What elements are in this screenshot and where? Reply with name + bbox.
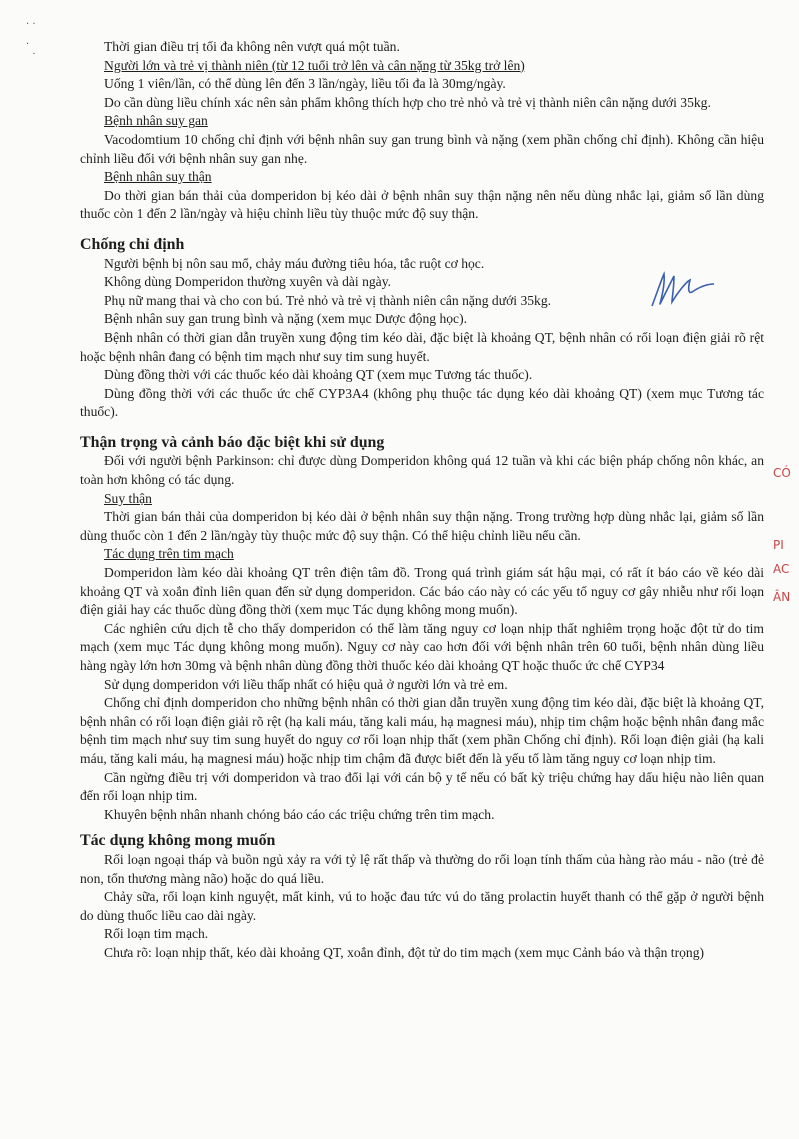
- stamp-line-1: CÓ: [773, 466, 791, 480]
- subsection-heading: Bệnh nhân suy gan: [104, 113, 208, 129]
- paragraph: Thời gian điều trị tối đa không nên vượt quá một tuần.: [104, 39, 400, 54]
- paragraph: Vacodomtium 10 chống chỉ định với bệnh nhân suy gan trung bình và nặng (xem phần chống chỉ định). Không cần hiệu chỉnh liều đối với bệnh nhân suy gan nhẹ.: [80, 131, 764, 166]
- paragraph: Bệnh nhân có thời gian dẫn truyền xung động tim kéo dài, đặc biệt là khoảng QT, bệnh nhân có rối loạn điện giải rõ rệt hoặc bệnh nhân đang có bệnh tim mạch như suy tim sung huyết.: [80, 329, 764, 364]
- subsection-heading: Suy thận: [104, 490, 152, 506]
- section-spacer: [80, 224, 764, 236]
- paragraph: Dùng đồng thời với các thuốc ức chế CYP3A4 (không phụ thuộc tác dụng kéo dài khoảng QT) (xem mục Tương tác thuốc).: [80, 385, 764, 420]
- paragraph: Rối loạn tim mạch.: [104, 926, 209, 942]
- paragraph: Phụ nữ mang thai và cho con bú. Trẻ nhỏ và trẻ vị thành niên cân nặng dưới 35kg.: [104, 292, 552, 308]
- paragraph: Khuyên bệnh nhân nhanh chóng báo cáo các triệu chứng trên tim mạch.: [104, 806, 495, 822]
- paragraph: Uống 1 viên/lần, có thể dùng lên đến 3 lần/ngày, liều tối đa là 30mg/ngày.: [104, 76, 506, 92]
- paragraph: Domperidon làm kéo dài khoảng QT trên điện tâm đồ. Trong quá trình giám sát hậu mại, có rất ít báo cáo về kéo dài khoảng QT và xoắn đỉnh liên quan đến sử dụng domperidon. Các báo cáo này có các yếu tố nguy cơ gây nhiễu như rối loạn điện giải hay các thuốc dùng đồng thời (xem mục Tác dụng không mong muốn).: [80, 565, 764, 618]
- stamp-line-2: PI: [773, 538, 784, 552]
- paragraph: Các nghiên cứu dịch tễ cho thấy domperidon có thể làm tăng nguy cơ loạn nhịp thất nghiêm trọng hoặc đột tử do tim mạch (xem mục Tác dụng không mong muốn). Nguy cơ này cao hơn đối với bệnh nhân trên 60 tuổi, bệnh nhân dùng liều hàng ngày lớn hơn 30mg và bệnh nhân dùng đồng thời thuốc kéo dài khoảng QT hoặc thuốc ức chế CYP34: [80, 620, 764, 673]
- section-heading: Chống chỉ định: [80, 235, 185, 253]
- corner-specks: · · · ·: [26, 19, 36, 60]
- paragraph: Không dùng Domperidon thường xuyên và dài ngày.: [104, 274, 392, 290]
- subsection-heading: Tác dụng trên tim mạch: [104, 546, 234, 562]
- paragraph: Rối loạn ngoại tháp và buồn ngủ xảy ra với tỷ lệ rất thấp và thường do rối loạn tính thấm của hàng rào máu - não (trẻ đẻ non, tổn thương màng não) hoặc do quá liều.: [80, 851, 764, 886]
- paragraph: Chống chỉ định domperidon cho những bệnh nhân có thời gian dẫn truyền xung động tim kéo dài, đặc biệt là khoảng QT, bệnh nhân có rối loạn điện giải rõ rệt (hạ kali máu, tăng kali máu, hạ magnesi máu), nhịp tim chậm hoặc bệnh nhân đang mắc bệnh tim mạch như suy tim sung huyết do nguy cơ rối loạn nhịp thất (xem phần Chống chỉ định). Rối loạn điện giải (hạ kali máu, tăng kali máu, hạ magnesi máu) hoặc nhịp tim chậm đã được biết đến là yếu tố làm tăng nguy cơ loạn nhịp tim.: [80, 695, 764, 766]
- paragraph: Cần ngừng điều trị với domperidon và trao đổi lại với cán bộ y tế nếu có bất kỳ triệu chứng hay dấu hiệu nào liên quan đến rối loạn nhịp tim.: [80, 769, 764, 804]
- section-heading: Thận trọng và cảnh báo đặc biệt khi sử dụng: [80, 433, 385, 451]
- paragraph: Chưa rõ: loạn nhịp thất, kéo dài khoảng QT, xoắn đỉnh, đột tử do tim mạch (xem mục Cảnh báo và thận trọng): [104, 944, 705, 960]
- paragraph: Dùng đồng thời với các thuốc kéo dài khoảng QT (xem mục Tương tác thuốc).: [104, 367, 533, 383]
- handwritten-signature: [648, 270, 718, 310]
- paragraph: Sử dụng domperidon với liều thấp nhất có hiệu quả ở người lớn và trẻ em.: [104, 676, 508, 692]
- paragraph: Đối với người bệnh Parkinson: chỉ được dùng Domperidon không quá 12 tuần và khi các biện pháp chống nôn khác, an toàn hơn không có tác dụng.: [80, 453, 764, 488]
- paragraph: Do cần dùng liều chính xác nên sản phẩm không thích hợp cho trẻ nhỏ và trẻ vị thành niên cân nặng dưới 35kg.: [104, 94, 711, 110]
- stamp-line-4: ÂN: [773, 590, 791, 604]
- section-spacer: [80, 422, 764, 434]
- subsection-heading: Người lớn và trẻ vị thành niên (từ 12 tuổi trở lên và cân nặng từ 35kg trở lên): [104, 57, 525, 73]
- paragraph: Người bệnh bị nôn sau mổ, chảy máu đường tiêu hóa, tắc ruột cơ học.: [104, 255, 485, 271]
- paragraph: Chảy sữa, rối loạn kinh nguyệt, mất kinh, vú to hoặc đau tức vú do tăng prolactin huyết thanh có thể gặp ở người bệnh do dùng thuốc liều cao dài ngày.: [80, 889, 764, 923]
- paragraph: Do thời gian bán thải của domperidon bị kéo dài ở bệnh nhân suy thận nặng nên nếu dùng nhắc lại, giảm số lần dùng thuốc còn 1 đến 2 lần/ngày và hiệu chỉnh liều tùy thuộc mức độ suy thận.: [80, 187, 764, 222]
- section-heading: Tác dụng không mong muốn: [80, 832, 276, 850]
- document-page: [80, 38, 764, 963]
- paragraph: Thời gian bán thải của domperidon bị kéo dài ở bệnh nhân suy thận nặng. Trong trường hợp dùng nhắc lại, giảm số lần dùng thuốc còn 1 đến 2 lần/ngày tùy thuộc mức độ suy thận. Có thể hiệu chỉnh liều nếu cần.: [80, 509, 764, 543]
- section-spacer: [80, 824, 764, 832]
- subsection-heading: Bệnh nhân suy thận: [104, 169, 212, 185]
- stamp-line-3: AC: [773, 562, 790, 576]
- paragraph: Bệnh nhân suy gan trung bình và nặng (xem mục Dược động học).: [104, 311, 468, 327]
